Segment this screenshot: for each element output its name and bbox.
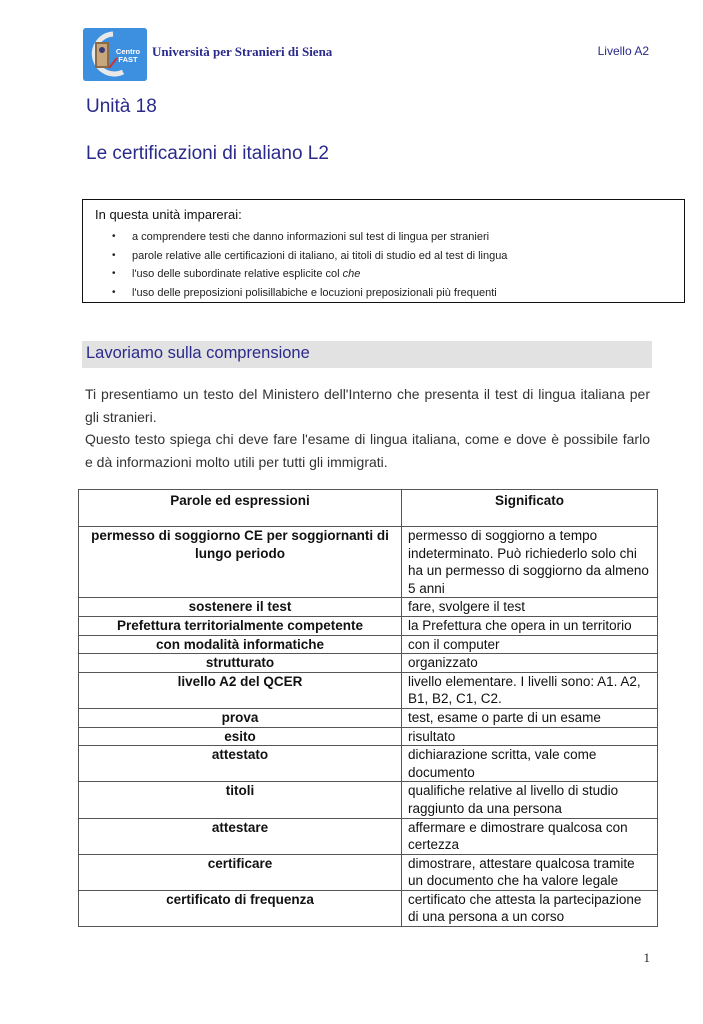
logo-text-line1: Centro xyxy=(115,47,141,56)
table-row xyxy=(79,598,658,617)
goal-text: parole relative alle certificazioni di italiano, ai titoli di studio ed al test di lingua xyxy=(132,249,508,262)
intro-paragraph-1: Ti presentiamo un testo del Ministero dell'Interno che presenta il test di lingua italiana per gli stranieri. xyxy=(85,386,650,425)
goal-item xyxy=(83,228,507,247)
university-name: Università per Stranieri di Siena xyxy=(152,44,333,59)
term-cell: sostenere il test xyxy=(79,598,402,617)
term-cell: titoli xyxy=(79,782,402,818)
section-title: Lavoriamo sulla comprensione xyxy=(86,344,310,362)
term-cell: certificato di frequenza xyxy=(79,890,402,926)
goal-text: a comprendere testi che danno informazioni sul test di lingua per stranieri xyxy=(132,231,490,243)
unit-title: Unità 18 xyxy=(86,96,157,117)
bullet-icon: • xyxy=(112,231,116,242)
term-cell: certificare xyxy=(79,854,402,890)
table-row xyxy=(79,854,658,890)
term-cell: attestato xyxy=(79,746,402,782)
table-row xyxy=(79,616,658,635)
goals-heading: In questa unità imparerai: xyxy=(95,207,242,222)
table-header-row xyxy=(79,490,658,527)
term-cell: con modalità informatiche xyxy=(79,635,402,654)
table-row xyxy=(79,818,658,854)
logo-text-line2: FAST xyxy=(118,55,138,64)
bullet-icon: • xyxy=(112,249,116,261)
section-header xyxy=(82,341,652,368)
meaning-cell: organizzato xyxy=(402,654,658,673)
table-row xyxy=(79,746,658,782)
term-cell: prova xyxy=(79,708,402,727)
meaning-cell: certificato che attesta la partecipazione di una persona a un corso xyxy=(402,890,658,926)
term-cell: esito xyxy=(79,727,402,746)
meaning-cell: dichiarazione scritta, vale come documento xyxy=(402,746,658,782)
goal-italic-word: che xyxy=(342,268,361,281)
column-header-terms: Parole ed espressioni xyxy=(79,490,402,527)
centro-fast-logo xyxy=(83,28,147,81)
meaning-cell: qualifiche relative al livello di studio raggiunto da una persona xyxy=(402,782,658,818)
term-cell: livello A2 del QCER xyxy=(79,672,402,708)
table-row xyxy=(79,654,658,673)
bullet-icon: • xyxy=(112,287,116,299)
meaning-cell: livello elementare. I livelli sono: A1. A2, B1, B2, C1, C2. xyxy=(402,672,658,708)
term-cell: Prefettura territorialmente competente xyxy=(79,616,402,635)
meaning-cell: test, esame o parte di un esame xyxy=(402,708,658,727)
goal-item xyxy=(83,284,507,303)
table-row xyxy=(79,890,658,926)
unit-subtitle: Le certificazioni di italiano L2 xyxy=(86,143,329,164)
intro-paragraph-2: Questo testo spiega chi deve fare l'esame di lingua italiana, come e dove è possibile farlo e dà informazioni molto utili per tutti gli immigrati. xyxy=(85,431,650,470)
term-cell: attestare xyxy=(79,818,402,854)
logo-text xyxy=(113,48,143,64)
table-row xyxy=(79,635,658,654)
term-cell: permesso di soggiorno CE per soggiornanti di lungo periodo xyxy=(79,527,402,598)
meaning-cell: permesso di soggiorno a tempo indeterminato. Può richiederlo solo chi ha un permesso di soggiorno da almeno 5 anni xyxy=(402,527,658,598)
meaning-cell: affermare e dimostrare qualcosa con certezza xyxy=(402,818,658,854)
goal-item xyxy=(83,265,507,284)
meaning-cell: la Prefettura che opera in un territorio xyxy=(402,616,658,635)
table-row xyxy=(79,708,658,727)
table-row xyxy=(79,672,658,708)
learning-goals-box xyxy=(82,199,685,303)
page-number: 1 xyxy=(643,950,650,965)
level-label: Livello A2 xyxy=(597,44,649,58)
meaning-cell: con il computer xyxy=(402,635,658,654)
vocabulary-table xyxy=(78,489,658,927)
goals-list xyxy=(83,228,507,303)
table-row xyxy=(79,527,658,598)
term-cell: strutturato xyxy=(79,654,402,673)
bullet-icon: • xyxy=(112,268,116,280)
table-row xyxy=(79,782,658,818)
table-row xyxy=(79,727,658,746)
meaning-cell: risultato xyxy=(402,727,658,746)
goal-item xyxy=(83,247,507,266)
goal-text: l'uso delle subordinate relative esplicite col xyxy=(132,268,340,281)
goal-text: l'uso delle preposizioni polisillabiche e locuzioni preposizionali più frequenti xyxy=(132,287,497,300)
column-header-meaning: Significato xyxy=(402,490,658,527)
meaning-cell: dimostrare, attestare qualcosa tramite un documento che ha valore legale xyxy=(402,854,658,890)
meaning-cell: fare, svolgere il test xyxy=(402,598,658,617)
intro-text xyxy=(85,383,650,473)
